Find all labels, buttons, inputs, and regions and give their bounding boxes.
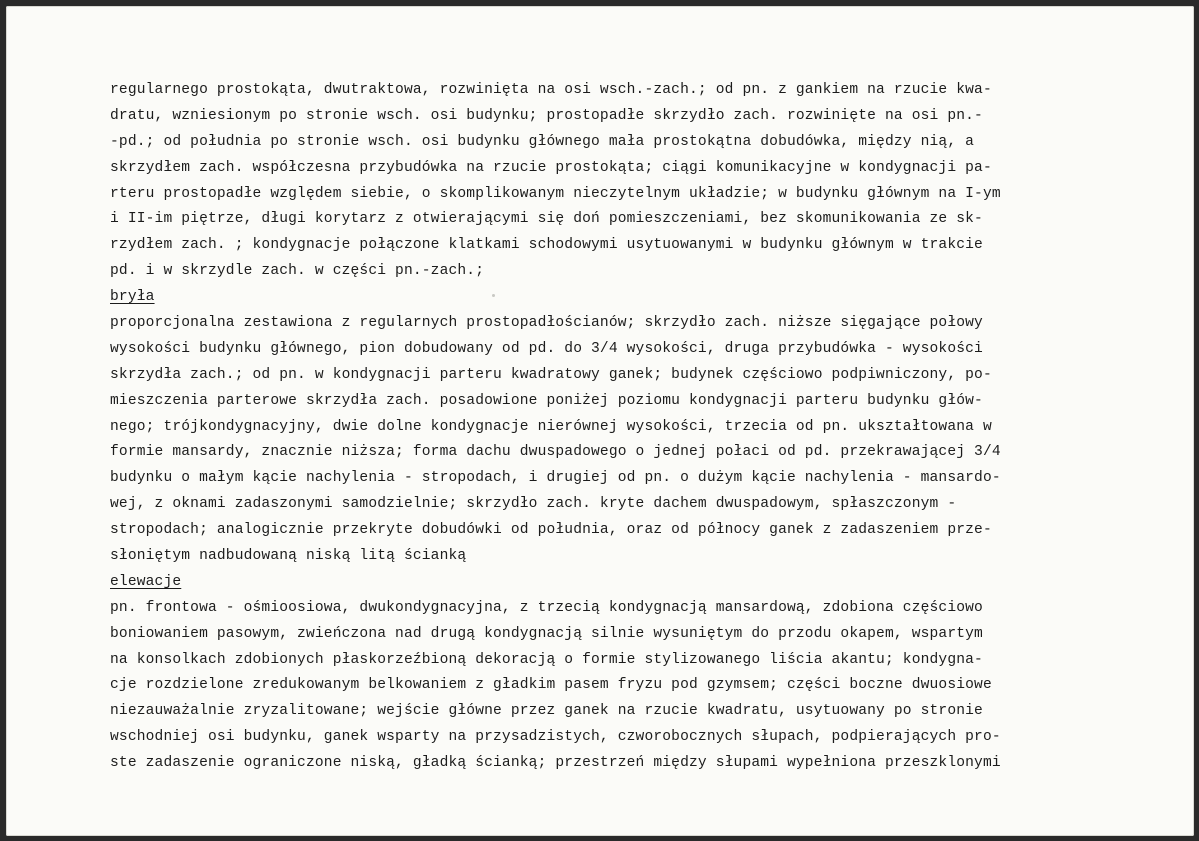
text-line: formie mansardy, znacznie niższa; forma dachu dwuspadowego o jednej połaci od pd. przekrawającej 3/4 xyxy=(110,444,1001,461)
section-heading xyxy=(110,285,1110,311)
text-line: regularnego prostokąta, dwutraktowa, rozwinięta na osi wsch.-zach.; od pn. z gankiem na rzucie kwa- xyxy=(110,82,992,98)
text-line: ste zadaszenie ograniczone niską, gładką ścianką; przestrzeń między słupami wypełniona przeszklonymi xyxy=(110,755,1001,772)
text-line: wschodniej osi budynku, ganek wsparty na przysadzistych, czworobocznych słupach, podpierających pro- xyxy=(110,729,1001,746)
text-line: nego; trójkondygnacyjny, dwie dolne kondygnacje nierównej wysokości, trzecia od pn. ukształtowana w xyxy=(110,418,992,435)
text-line: -pd.; od południa po stronie wsch. osi budynku głównego mała prostokątna dobudówka, między nią, a xyxy=(110,133,975,150)
text-line: wej, z oknami zadaszonymi samodzielnie; skrzydło zach. kryte dachem dwuspadowym, spłaszczonym - xyxy=(110,496,957,513)
text-line: rzydłem zach. ; kondygnacje połączone klatkami schodowymi usytuowanymi w budynku głównym w trakcie xyxy=(110,237,983,254)
text-line: skrzydła zach.; od pn. w kondygnacji parteru kwadratowy ganek; budynek częściowo podpiwniczony, po- xyxy=(110,366,992,383)
text-line: dratu, wzniesionym po stronie wsch. osi budynku; prostopadłe skrzydło zach. rozwinięte na osi pn.- xyxy=(110,107,983,124)
text-line: stropodach; analogicznie przekryte dobudówki od południa, oraz od północy ganek z zadaszeniem prze- xyxy=(110,522,992,539)
text-line: proporcjonalna zestawiona z regularnych prostopadłościanów; skrzydło zach. niższe sięgające połowy xyxy=(110,315,983,332)
section-heading-label: elewacje xyxy=(110,573,182,590)
text-line: pn. frontowa - ośmioosiowa, dwukondygnacyjna, z trzecią kondygnacją mansardową, zdobiona częściowo xyxy=(110,599,983,616)
text-line: rteru prostopadłe względem siebie, o skomplikowanym nieczytelnym układzie; w budynku głównym na I-ym xyxy=(110,185,1001,202)
document-body xyxy=(110,78,1110,777)
section-heading xyxy=(110,570,1110,596)
text-line: pd. i w skrzydle zach. w części pn.-zach.; xyxy=(110,263,485,280)
text-line: skrzydłem zach. współczesna przybudówka na rzucie prostokąta; ciągi komunikacyjne w kondygnacji pa- xyxy=(110,159,992,176)
text-line: budynku o małym kącie nachylenia - stropodach, i drugiej od pn. o dużym kącie nachylenia - mansardo- xyxy=(110,470,1001,487)
text-line: boniowaniem pasowym, zwieńczona nad drugą kondygnacją silnie wysuniętym do przodu okapem, wspartym xyxy=(110,625,983,642)
text-line: cje rozdzielone zredukowanym belkowaniem z gładkim pasem fryzu pod gzymsem; części boczne dwuosiowe xyxy=(110,677,992,694)
text-line: wysokości budynku głównego, pion dobudowany od pd. do 3/4 wysokości, druga przybudówka - wysokości xyxy=(110,340,983,357)
document-page xyxy=(6,6,1194,836)
text-line: niezauważalnie zryzalitowane; wejście główne przez ganek na rzucie kwadratu, usytuowany po stronie xyxy=(110,703,983,720)
section-heading-label: bryła xyxy=(110,289,155,306)
text-line: na konsolkach zdobionych płaskorzeźbioną dekoracją o formie stylizowanego liścia akantu; kondygna- xyxy=(110,651,983,668)
text-line: mieszczenia parterowe skrzydła zach. posadowione poniżej poziomu kondygnacji parteru budynku głów- xyxy=(110,392,983,409)
text-line: i II-im piętrze, długi korytarz z otwierającymi się doń pomieszczeniami, bez skomunikowania ze sk- xyxy=(110,211,983,228)
text-line: słoniętym nadbudowaną niską litą ścianką xyxy=(110,548,467,565)
